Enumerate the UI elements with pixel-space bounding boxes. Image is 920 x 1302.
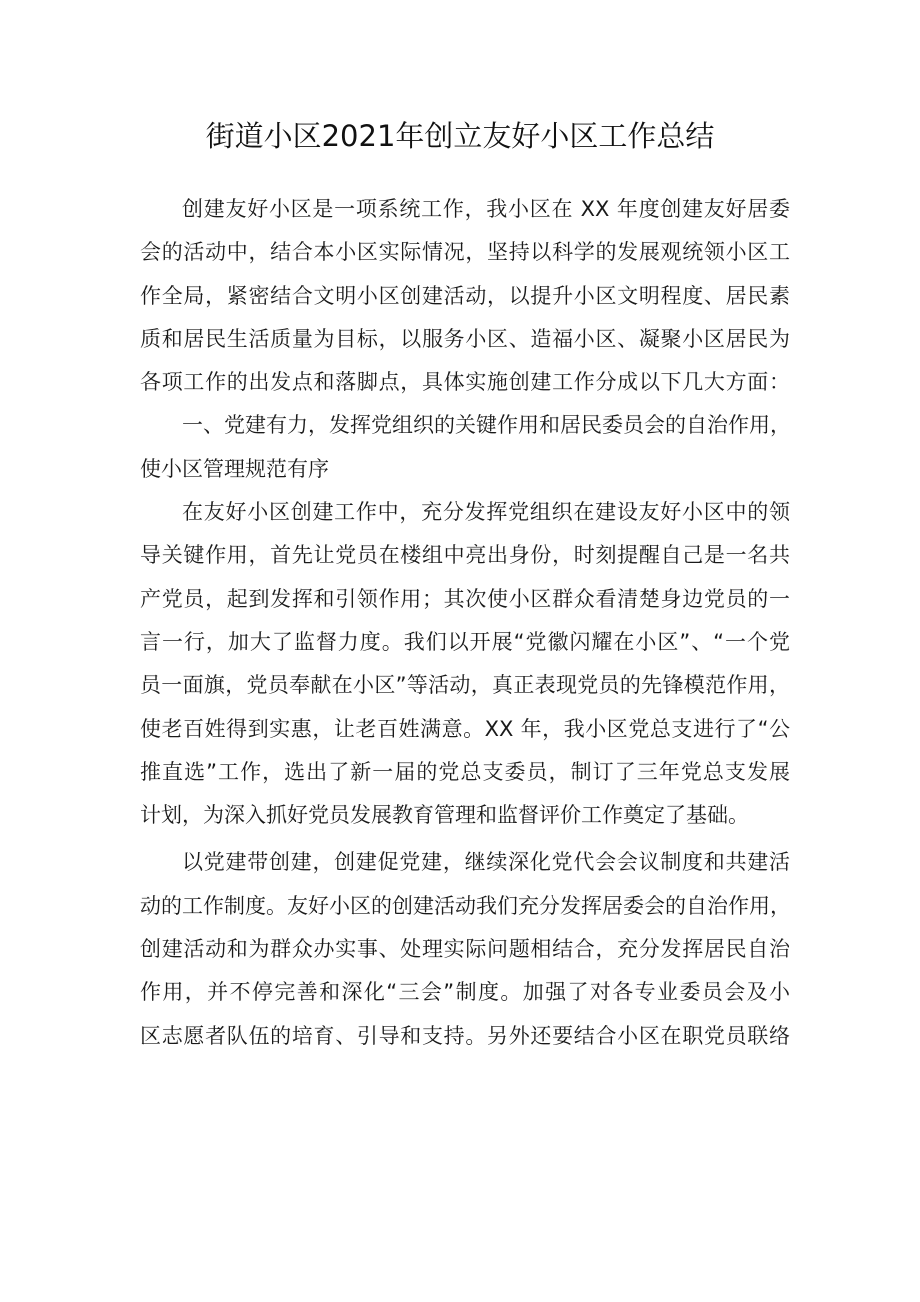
text-line: 动的工作制度。友好小区的创建活动我们充分发挥居委会的自治作用， bbox=[140, 893, 791, 918]
text-line: 质和居民生活质量为目标，以服务小区、造福小区、凝聚小区居民为 bbox=[140, 326, 790, 351]
text-line: 使老百姓得到实惠，让老百姓满意。XX 年，我小区党总支进行了“公 bbox=[140, 716, 790, 741]
document-title: 街道小区2021年创立友好小区工作总结 bbox=[205, 119, 715, 153]
paragraph-intro bbox=[140, 188, 790, 404]
text-line: 在友好小区创建工作中，充分发挥党组织在建设友好小区中的领 bbox=[182, 500, 790, 525]
text-line: 导关键作用，首先让党员在楼组中亮出身份，时刻提醒自己是一名共 bbox=[140, 543, 790, 568]
text-line: 一、党建有力，发挥党组织的关键作用和居民委员会的自治作用， bbox=[182, 413, 791, 438]
section-heading-1 bbox=[140, 404, 790, 491]
text-line: 员一面旗，党员奉献在小区”等活动，真正表现党员的先锋模范作用， bbox=[140, 673, 790, 698]
paragraph-party-role bbox=[140, 491, 790, 837]
text-line: 计划，为深入抓好党员发展教育管理和监督评价工作奠定了基础。 bbox=[140, 803, 749, 828]
text-line: 使小区管理规范有序 bbox=[140, 456, 329, 481]
text-line: 各项工作的出发点和落脚点，具体实施创建工作分成以下几大方面： bbox=[140, 370, 790, 395]
document-body bbox=[140, 188, 790, 1058]
text-line: 创建活动和为群众办实事、处理实际问题相结合，充分发挥居民自治 bbox=[140, 937, 790, 962]
text-line: 作用，并不停完善和深化“三会”制度。加强了对各专业委员会及小 bbox=[140, 980, 790, 1005]
text-line: 创建友好小区是一项系统工作，我小区在 XX 年度创建友好居委 bbox=[182, 197, 790, 221]
text-line: 产党员，起到发挥和引领作用；其次使小区群众看清楚身边党员的一 bbox=[140, 586, 790, 611]
text-line: 推直选”工作，选出了新一届的党总支委员，制订了三年党总支发展 bbox=[140, 759, 790, 784]
text-line: 会的活动中，结合本小区实际情况，坚持以科学的发展观统领小区工 bbox=[140, 240, 790, 265]
text-line: 作全局，紧密结合文明小区创建活动，以提升小区文明程度、居民素 bbox=[140, 283, 790, 308]
text-line: 言一行，加大了监督力度。我们以开展“党徽闪耀在小区”、“一个党 bbox=[140, 629, 790, 654]
paragraph-party-building bbox=[140, 841, 790, 1057]
text-line: 以党建带创建，创建促党建，继续深化党代会会议制度和共建活 bbox=[182, 850, 790, 875]
text-line: 区志愿者队伍的培育、引导和支持。另外还要结合小区在职党员联络 bbox=[140, 1023, 790, 1048]
